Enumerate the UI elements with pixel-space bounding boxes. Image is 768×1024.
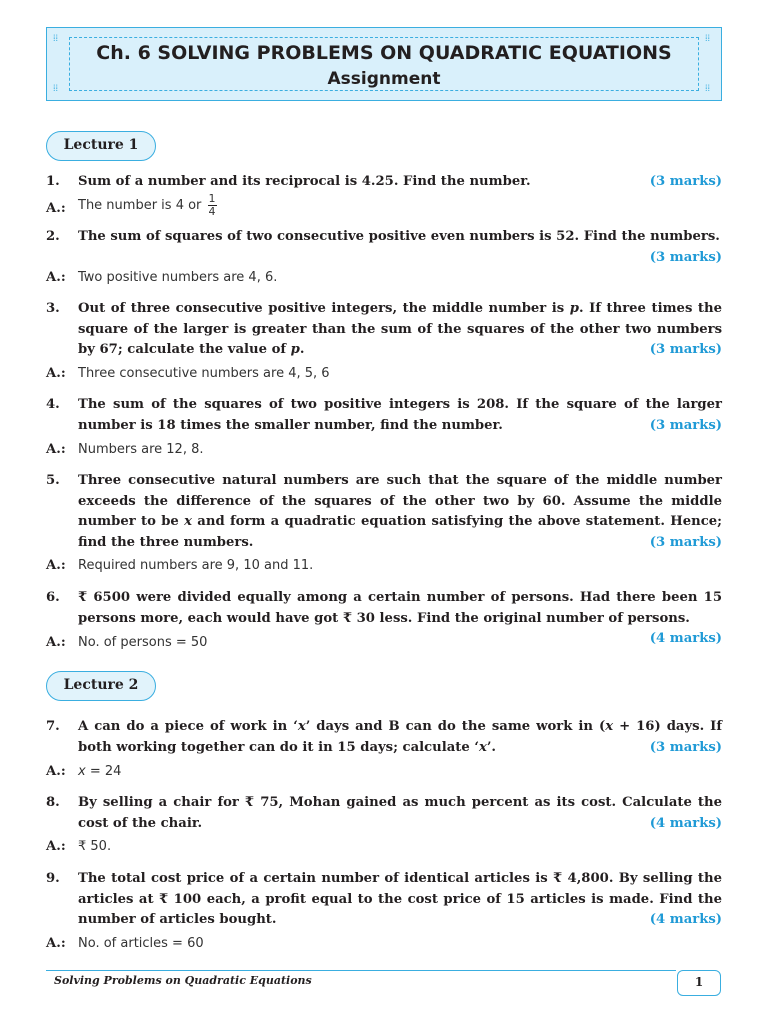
chapter-title: Ch. 6 SOLVING PROBLEMS ON QUADRATIC EQUATIONS [96, 42, 672, 64]
answer-9 [46, 934, 722, 954]
question-text: By selling a chair for ₹ 75, Mohan gained as much percent as its cost. Calculate the cost of the chair. [78, 795, 722, 831]
answer-6 [46, 633, 722, 653]
answer-text: The number is 4 or [78, 198, 202, 213]
answer-label: A.: [46, 270, 66, 285]
answer-label: A.: [46, 558, 66, 573]
question-text: and form a quadratic equation satisfying the above statement. Hence; find the three numbers. [78, 514, 723, 550]
marks-badge: (3 marks) [649, 342, 722, 357]
answer-text: No. of articles = 60 [78, 936, 204, 951]
chapter-subtitle: Assignment [327, 69, 441, 89]
corner-ornament-icon: ⁞⁞ [53, 84, 59, 94]
answer-text: = 24 [85, 764, 122, 779]
question-text: Three consecutive natural numbers are such that the square of the middle number exceeds the difference of the squares of the other two by 60. Assume the middle number to be [78, 473, 722, 529]
question-number: 8. [46, 795, 60, 810]
corner-ornament-icon: ⁞⁞ [53, 34, 59, 44]
answer-label: A.: [46, 366, 66, 381]
answer-2 [46, 268, 722, 288]
answer-label: A.: [46, 635, 66, 650]
corner-ornament-icon: ⁞⁞ [705, 84, 711, 94]
question-1 [46, 172, 722, 193]
question-number: 4. [46, 397, 60, 412]
question-number: 6. [46, 590, 60, 605]
fraction-denominator: 4 [208, 205, 216, 218]
question-text: Out of three consecutive positive integers, the middle number is [78, 301, 570, 316]
corner-ornament-icon: ⁞⁞ [705, 34, 711, 44]
question-text: ’. [486, 739, 497, 755]
answer-5 [46, 556, 722, 576]
marks-badge: (3 marks) [649, 534, 722, 550]
question-text: . If three times the square of the larger is greater than the sum of the squares of the other two numbers by 67; calculate the value of [78, 301, 722, 357]
fraction [208, 193, 217, 218]
question-number: 9. [46, 871, 60, 886]
question-5 [46, 471, 722, 553]
marks-badge: (4 marks) [649, 912, 722, 927]
question-number: 3. [46, 301, 60, 316]
variable-x: x [78, 764, 86, 779]
variable-p: p [290, 342, 300, 357]
question-text: The total cost price of a certain number of identical articles is ₹ 4,800. By selling the articles at ₹ 100 each, a profit equal to the cost price of 15 articles is made. Find the number of articles bought. [78, 871, 722, 927]
question-number: 2. [46, 229, 60, 244]
answer-text: Three consecutive numbers are 4, 5, 6 [78, 366, 330, 381]
question-text: The sum of squares of two consecutive positive even numbers is 52. Find the numbers. [78, 229, 720, 244]
footer-rule [46, 970, 676, 971]
marks-badge: (4 marks) [649, 631, 722, 646]
question-text: . [299, 342, 305, 357]
question-number: 5. [46, 473, 60, 488]
answer-text: No. of persons = 50 [78, 635, 208, 650]
question-text: + 16) days. If both working together can do it in 15 days; calculate ‘ [78, 719, 722, 755]
answer-label: A.: [46, 839, 66, 854]
chapter-header [46, 27, 722, 101]
question-3 [46, 299, 722, 361]
variable-p: p [569, 301, 580, 316]
marks-badge: (3 marks) [649, 417, 722, 433]
variable-x: x [605, 719, 614, 734]
question-text: The sum of the squares of two positive integers is 208. If the square of the larger number is 18 times the smaller number, find the number. [78, 397, 722, 433]
footer-chapter-name: Solving Problems on Quadratic Equations [54, 974, 312, 987]
question-9 [46, 869, 722, 931]
answer-8 [46, 837, 722, 857]
question-8 [46, 793, 722, 834]
answer-1 [46, 193, 722, 218]
question-text: ₹ 6500 were divided equally among a certain number of persons. Had there been 15 persons more, each would have got ₹ 30 less. Find the original number of persons. [78, 590, 722, 626]
question-number: 1. [46, 174, 60, 189]
answer-label: A.: [46, 764, 66, 779]
question-4 [46, 395, 722, 436]
marks-badge: (4 marks) [649, 815, 722, 831]
answer-7 [46, 762, 722, 782]
question-text: Sum of a number and its reciprocal is 4.25. Find the number. [78, 174, 531, 189]
answer-text: ₹ 50. [78, 839, 112, 854]
answer-label: A.: [46, 201, 66, 216]
marks-badge: (3 marks) [649, 174, 722, 189]
fraction-numerator: 1 [208, 192, 216, 205]
question-text: ’ days and B can do the same work in ( [305, 719, 606, 734]
variable-x: x [478, 739, 487, 755]
answer-3 [46, 364, 722, 384]
lecture-1-label: Lecture 1 [46, 131, 156, 161]
answer-text: Two positive numbers are 4, 6. [78, 270, 278, 285]
question-number: 7. [46, 719, 60, 734]
question-7 [46, 717, 722, 758]
answer-label: A.: [46, 442, 66, 457]
marks-badge: (3 marks) [649, 249, 722, 265]
question-text: A can do a piece of work in ‘ [78, 719, 298, 734]
answer-text: Numbers are 12, 8. [78, 442, 204, 457]
page-number: 1 [677, 970, 721, 996]
variable-x: x [297, 719, 306, 734]
marks-badge: (3 marks) [649, 739, 722, 755]
answer-text: Required numbers are 9, 10 and 11. [78, 558, 314, 573]
question-2 [46, 227, 722, 268]
lecture-2-label: Lecture 2 [46, 671, 156, 701]
variable-x: x [184, 514, 192, 529]
answer-label: A.: [46, 936, 66, 951]
answer-4 [46, 440, 722, 460]
